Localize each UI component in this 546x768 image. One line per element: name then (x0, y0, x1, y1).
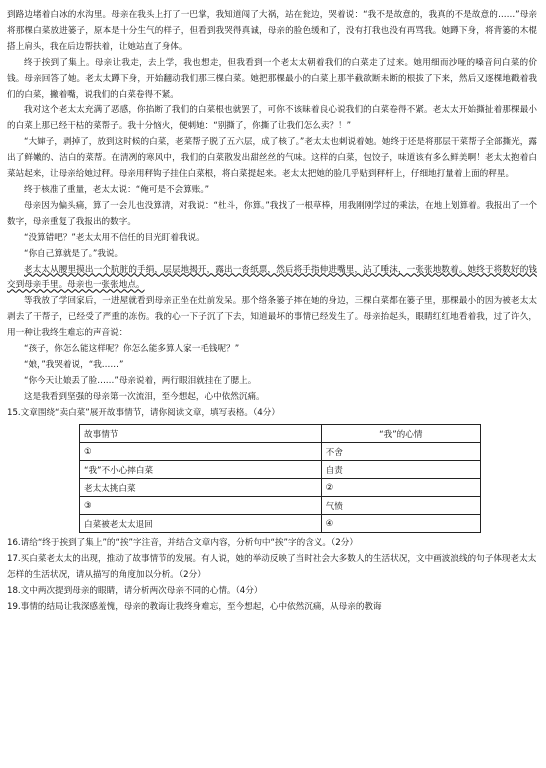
header-plot: 故事情节 (80, 425, 322, 443)
table-row (80, 443, 481, 461)
mood-cell: ④ (321, 515, 480, 533)
plot-cell: 白菜被老太太退回 (80, 515, 322, 533)
exam-page (7, 8, 537, 615)
plot-cell: “我”不小心摔白菜 (80, 461, 322, 479)
question-17: 17.买白菜老太太的出现，推动了故事情节的发展。有人说，她的举动反映了当时社会大多数人的生活状况，文中画波浪线的句子体现老太太怎样的生活状况，请从描写的角度加以分析。（2分） (7, 554, 537, 581)
question-15-prompt: 15.文章围绕“卖白菜”展开故事情节，请你阅读文章，填写表格。（4分） (7, 407, 280, 418)
reading-passage (7, 8, 537, 406)
question-19: 19.事情的结局让我深感羞愧，母亲的教诲让我终身难忘，至今想起，心中依然沉痛，从母亲的教诲 (7, 601, 382, 612)
passage-paragraph: “没算错吧？”老太太用不信任的目光盯着我说。 (24, 232, 205, 243)
passage-paragraph: “你今天让娘丢了脸……”母亲说着，两行眼泪就挂在了腮上。 (24, 375, 257, 386)
table-row (80, 497, 481, 515)
table-row (80, 515, 481, 533)
question-18: 18.文中两次提到母亲的眼睛，请分析两次母亲不同的心情。（4分） (7, 585, 263, 596)
plot-cell: ③ (80, 497, 322, 515)
plot-mood-table (79, 424, 481, 533)
table-row (80, 479, 481, 497)
passage-paragraph: “大婶子，剥掉了，放到这时候的白菜，老菜帮子脱了五六层，成了核了。”老太太也刺说着她。她终于还是将那层干菜帮子全部撕光，露出了鲜嫩的、洁白的菜帮。在清冽的寒风中，我们的白菜散发出甜丝丝的气味。这样的白菜，包饺子，味道该有多么鲜美啊！老太太抱着白菜站起来，让母亲给她过秤。母亲用秤钩子挂住白菜根，将白菜提起来。老太太把她的脸几乎贴到秤杆上，仔细地打量着上面的秤星。 (7, 137, 537, 180)
mood-cell: 不舍 (321, 443, 480, 461)
passage-paragraph: 终于核准了重量，老太太说：“俺可是不会算账。” (24, 184, 210, 195)
plot-cell: ① (80, 443, 322, 461)
passage-paragraph: 等我放了学回家后，一进屋就看到母亲正坐在灶前发呆。那个络条篓子摔在她的身边，三棵白菜都在篓子里，那棵最小的因为被老太太剥去了干帮子，已经受了严重的冻伤。我的心一下子沉了下去，知道最坏的事情已经发生了。母亲抬起头，眼睛红红地看着我，过了许久，用一种让我终生难忘的声音说： (7, 296, 537, 339)
table-row (80, 461, 481, 479)
question-16: 16.请给“终于挨到了集上”的“挨”字注音，并结合文章内容，分析句中“挨”字的含义。（2分） (7, 538, 358, 549)
mood-cell: 气愤 (321, 497, 480, 515)
plot-cell: 老太太挑白菜 (80, 479, 322, 497)
passage-paragraph: 到路边堵着白冰的水沟里。母亲在我头上打了一巴掌，我知道闯了大祸，站在瓮边，哭着说：“我不是故意的，我真的不是故意的……”母亲将那棵白菜放进篓子，原本是十分生气的样子，但看到我哭得真诚，母亲的脸色缓和了，没有打我也没有再骂我。她蹲下身，将背篓的木棍搭上肩头，我在后边帮扶着，让她站直了身体。 (7, 10, 537, 52)
passage-paragraph: “你自己算就是了。”我说。 (24, 248, 124, 259)
mood-cell: ② (321, 479, 480, 497)
passage-paragraph: 终于挨到了集上。母亲让我走，去上学，我也想走，但我看到一个老太太朝着我们的白菜走了过来。她用细而沙哑的嗓音问白菜的价钱。母亲回答了她。老太太蹲下身，开始翻动我们那三棵白菜。她把那棵最小的白菜上那半截欲断未断的根拔了下来，然后又逐棵地戳着我们的白菜，撇着嘴，说我们的白菜卷得不紧。 (7, 57, 537, 100)
table-header-row (80, 425, 481, 443)
passage-paragraph: “孩子，你怎么能这样呢？你怎么能多算人家一毛钱呢？” (24, 344, 240, 355)
passage-paragraph: 这是我看到坚强的母亲第一次流泪，至今想起，心中依然沉痛。 (24, 391, 265, 402)
wavy-underlined-paragraph: 老太太从腰里摸出一个肮脏的手绢，层层地揭开，露出一沓纸票，然后将手指伸进嘴里，沾了唾沫，一张张地数着。她终于将数好的钱交到母亲手里。母亲也一张张地点。 (7, 264, 537, 291)
mood-cell: 自责 (321, 461, 480, 479)
passage-paragraph: 我对这个老太太充满了恶感，你掐断了我们的白菜根也就罢了，可你不该昧着良心说我们的白菜卷得不紧。老太太开始撕扯着那棵最小的白菜上那已经干枯的菜帮子。我十分恼火，便刺她：“别撕了，你撕了让我们怎么卖？！” (7, 105, 537, 132)
header-mood: “我”的心情 (321, 425, 480, 443)
passage-paragraph: 母亲因为偏头痛，算了一会儿也没算清，对我说：“杜斗，你算。”我找了一根草棒，用我刚刚学过的乘法，在地上划算着。我报出了一个数字，母亲重复了我报出的数字。 (7, 200, 537, 227)
passage-paragraph: “娘，”我哭着说，“我……” (24, 359, 124, 370)
